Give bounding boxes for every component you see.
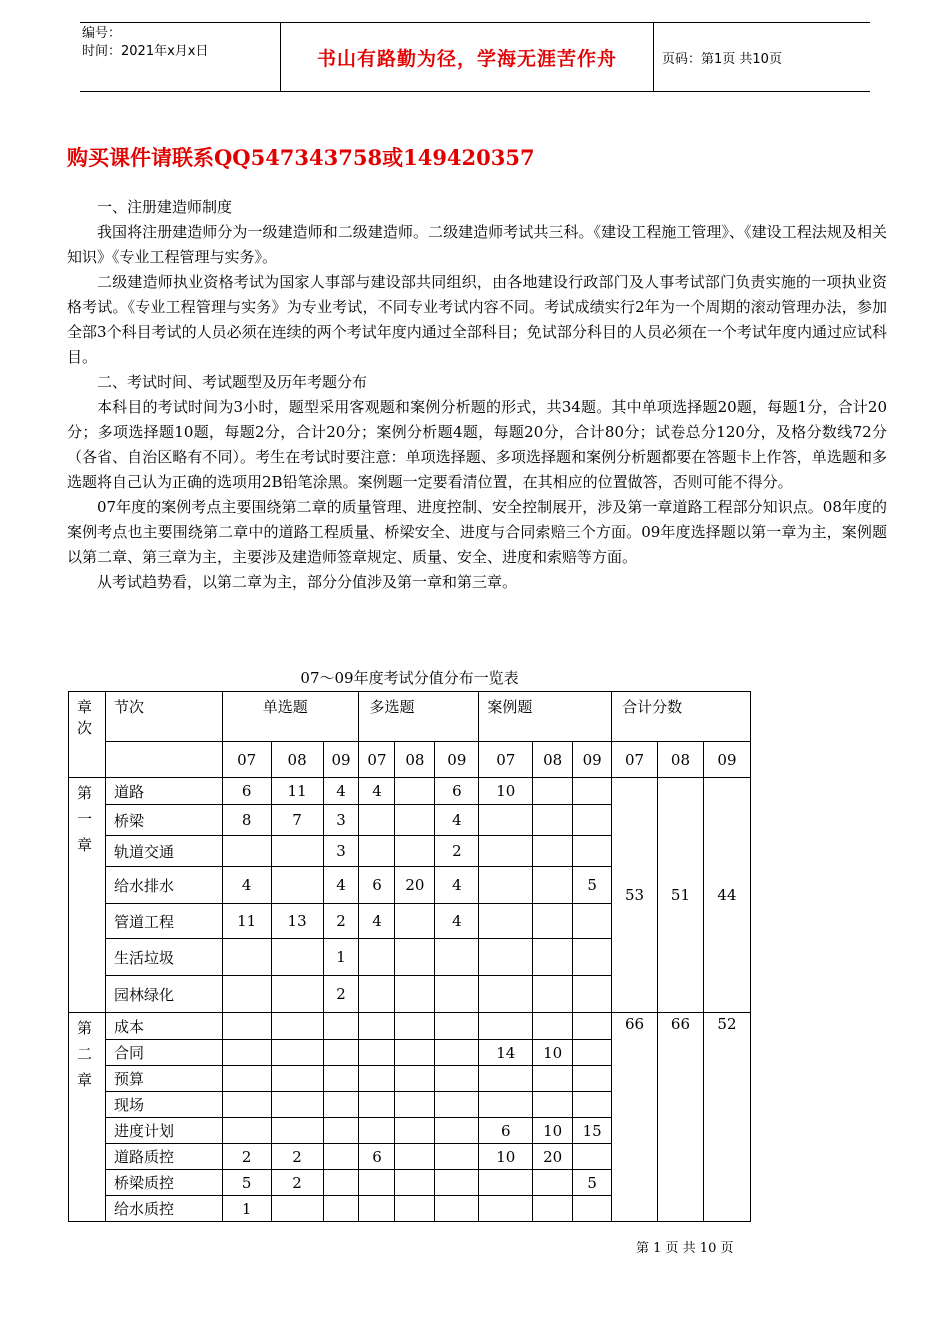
case-score-cell [533,836,573,867]
multi-score-cell [395,976,435,1013]
case-score-cell [533,805,573,836]
paragraph: 二级建造师执业资格考试为国家人事部与建设部共同组织，由各地建设行政部门及人事考试部门负责实施的一项执业资格考试。《专业工程管理与实务》为专业考试，不同专业考试内容不同。考试成绩实行2年为一个周期的滚动管理办法，参加全部3个科目考试的人员必须在连续的两个考试年度内通过全部科目；免试部分科目的人员必须在一个考试年度内通过应试科目。 [67,273,887,366]
single-score-cell [323,1170,359,1196]
header-motto: 书山有路勤为径，学海无涯苦作舟 [280,23,654,91]
paragraph: 07年度的案例考点主要围绕第二章的质量管理、进度控制、安全控制展开，涉及第一章道路工程部分知识点。08年度的案例考点也主要围绕第二章中的道路工程质量、桥梁安全、进度与合同索赔三个方面。09年度选择题以第一章为主，案例题以第二章、第三章为主，主要涉及建造师签章规定、质量、安全、进度和索赔等方面。 [67,498,887,566]
single-score-cell [222,1066,271,1092]
case-score-cell: 15 [573,1118,612,1144]
section-name: 桥梁 [105,805,222,836]
multi-score-cell: 4 [435,867,479,904]
header-single-choice: 单选题 [222,692,359,742]
single-score-cell [222,1118,271,1144]
single-score-cell [323,1066,359,1092]
case-score-cell: 20 [533,1144,573,1170]
multi-score-cell [395,1040,435,1066]
case-score-cell [573,836,612,867]
single-score-cell: 13 [271,904,323,939]
multi-score-cell [435,1118,479,1144]
case-score-cell [479,836,533,867]
case-score-cell [573,1144,612,1170]
section-heading-1: 一、注册建造师制度 [97,198,233,216]
multi-score-cell [395,836,435,867]
single-score-cell [323,1040,359,1066]
case-score-cell [479,1066,533,1092]
single-score-cell [222,939,271,976]
multi-score-cell [435,1092,479,1118]
single-score-cell [271,1066,323,1092]
single-score-cell [323,1013,359,1040]
multi-score-cell: 6 [359,867,395,904]
total-score-cell: 51 [658,778,704,1013]
case-score-cell: 5 [573,867,612,904]
case-score-cell [479,1196,533,1222]
section-name: 现场 [105,1092,222,1118]
single-score-cell [271,1013,323,1040]
header-total-score: 合计分数 [612,692,751,742]
case-score-cell [479,867,533,904]
multi-score-cell [435,1144,479,1170]
year-cell: 08 [533,742,573,778]
case-score-cell: 10 [533,1118,573,1144]
case-score-cell [573,976,612,1013]
year-cell: 07 [359,742,395,778]
multi-score-cell [395,1066,435,1092]
page-footer: 第 1 页 共 10 页 [636,1241,734,1256]
single-score-cell [222,1013,271,1040]
multi-score-cell [395,1196,435,1222]
case-score-cell [479,805,533,836]
single-score-cell: 11 [271,778,323,805]
section-name: 园林绿化 [105,976,222,1013]
header-left [80,23,280,91]
header-multi-choice: 多选题 [359,692,479,742]
page-header [80,22,870,92]
multi-score-cell [359,1013,395,1040]
total-score-cell: 66 [658,1013,704,1222]
header-case-study: 案例题 [479,692,612,742]
case-score-cell [573,1013,612,1040]
section-name: 预算 [105,1066,222,1092]
case-score-cell [573,1066,612,1092]
multi-score-cell [435,1013,479,1040]
case-score-cell [573,1092,612,1118]
multi-score-cell [359,976,395,1013]
single-score-cell: 3 [323,805,359,836]
multi-score-cell [359,1170,395,1196]
single-score-cell [271,1118,323,1144]
year-cell: 08 [271,742,323,778]
paragraph: 我国将注册建造师分为一级建造师和二级建造师。二级建造师考试共三科。《建设工程施工管理》、《建设工程法规及相关知识》《专业工程管理与实务》。 [67,223,887,266]
multi-score-cell: 4 [359,904,395,939]
case-score-cell: 6 [479,1118,533,1144]
multi-score-cell: 2 [435,836,479,867]
table-row [69,1013,751,1040]
case-score-cell [533,1092,573,1118]
case-score-cell: 10 [479,1144,533,1170]
single-score-cell [222,1092,271,1118]
total-score-cell: 53 [612,778,658,1013]
chapter-label: 第一章 [69,778,106,1013]
case-score-cell: 5 [573,1170,612,1196]
single-score-cell: 2 [271,1144,323,1170]
multi-score-cell [395,904,435,939]
header-page-label: 页码：第1页 共10页 [662,51,782,67]
single-score-cell: 4 [323,778,359,805]
multi-score-cell [359,939,395,976]
year-cell: 09 [703,742,750,778]
multi-score-cell [435,1040,479,1066]
single-score-cell: 7 [271,805,323,836]
case-score-cell [573,805,612,836]
multi-score-cell [359,1040,395,1066]
single-score-cell: 1 [323,939,359,976]
multi-score-cell [435,939,479,976]
multi-score-cell [395,1092,435,1118]
year-cell: 09 [323,742,359,778]
single-score-cell [271,1196,323,1222]
single-score-cell: 4 [323,867,359,904]
case-score-cell [479,1013,533,1040]
single-score-cell: 2 [323,976,359,1013]
single-score-cell: 8 [222,805,271,836]
section-name: 道路质控 [105,1144,222,1170]
case-score-cell [573,1196,612,1222]
year-cell: 07 [222,742,271,778]
multi-score-cell [359,1066,395,1092]
year-cell: 09 [435,742,479,778]
single-score-cell: 2 [323,904,359,939]
case-score-cell [479,1092,533,1118]
year-cell: 08 [395,742,435,778]
section-name: 给水质控 [105,1196,222,1222]
single-score-cell: 11 [222,904,271,939]
section-name: 生活垃圾 [105,939,222,976]
case-score-cell [573,939,612,976]
multi-score-cell [359,836,395,867]
doc-time-label: 时间：2021年x月x日 [82,44,209,59]
doc-number-label: 编号： [82,26,122,41]
multi-score-cell [435,1170,479,1196]
case-score-cell [479,939,533,976]
case-score-cell [533,976,573,1013]
empty-cell [105,742,222,778]
chapter-label: 第二章 [69,1013,106,1222]
single-score-cell [271,1040,323,1066]
multi-score-cell [395,1013,435,1040]
single-score-cell: 3 [323,836,359,867]
total-score-cell: 44 [703,778,750,1013]
header-chapter: 章次 [69,692,106,778]
multi-score-cell [359,1118,395,1144]
case-score-cell [479,1170,533,1196]
case-score-cell [479,904,533,939]
single-score-cell [323,1196,359,1222]
single-score-cell: 6 [222,778,271,805]
case-score-cell: 10 [479,778,533,805]
multi-score-cell: 20 [395,867,435,904]
single-score-cell: 2 [271,1170,323,1196]
single-score-cell [271,836,323,867]
multi-score-cell [395,1144,435,1170]
year-cell: 08 [658,742,704,778]
case-score-cell [573,778,612,805]
case-score-cell [533,778,573,805]
section-name: 成本 [105,1013,222,1040]
year-cell: 07 [612,742,658,778]
single-score-cell [323,1118,359,1144]
section-name: 给水排水 [105,867,222,904]
section-name: 管道工程 [105,904,222,939]
single-score-cell [222,836,271,867]
single-score-cell [271,976,323,1013]
single-score-cell [222,976,271,1013]
section-name: 轨道交通 [105,836,222,867]
multi-score-cell: 4 [359,778,395,805]
table-header-row [69,692,751,742]
multi-score-cell [435,976,479,1013]
single-score-cell [271,1092,323,1118]
case-score-cell [573,904,612,939]
multi-score-cell: 4 [435,805,479,836]
single-score-cell [323,1144,359,1170]
multi-score-cell [395,1170,435,1196]
header-section: 节次 [105,692,222,742]
case-score-cell [533,1066,573,1092]
multi-score-cell: 6 [435,778,479,805]
case-score-cell [533,1013,573,1040]
year-cell: 07 [479,742,533,778]
body-text [67,195,887,595]
case-score-cell [533,939,573,976]
paragraph: 本科目的考试时间为3小时，题型采用客观题和案例分析题的形式，共34题。其中单项选择题20题，每题1分，合计20分；多项选择题10题，每题2分，合计20分；案例分析题4题，每题20分，合计80分；试卷总分120分，及格分数线72分（各省、自治区略有不同）。考生在考试时要注意：单项选择题、多项选择题和案例分析题都要在答题卡上作答，单选题和多选题将自己认为正确的选项用2B铅笔涂黑。案例题一定要看清位置，在其相应的位置做答，否则可能不得分。 [67,398,887,491]
case-score-cell [533,867,573,904]
year-cell: 09 [573,742,612,778]
promo-contact-line: 购买课件请联系QQ547343758或149420357 [67,145,535,170]
total-score-cell: 52 [703,1013,750,1222]
multi-score-cell [435,1196,479,1222]
case-score-cell [533,1196,573,1222]
total-score-cell: 66 [612,1013,658,1222]
case-score-cell: 14 [479,1040,533,1066]
multi-score-cell [435,1066,479,1092]
case-score-cell: 10 [533,1040,573,1066]
table-row [69,778,751,805]
score-distribution-table [68,691,751,1222]
multi-score-cell [395,1118,435,1144]
paragraph: 从考试趋势看，以第二章为主，部分分值涉及第一章和第三章。 [97,573,518,591]
section-name: 合同 [105,1040,222,1066]
multi-score-cell: 4 [435,904,479,939]
case-score-cell [573,1040,612,1066]
case-score-cell [479,976,533,1013]
single-score-cell: 1 [222,1196,271,1222]
single-score-cell: 4 [222,867,271,904]
multi-score-cell [359,1196,395,1222]
multi-score-cell [395,805,435,836]
section-name: 桥梁质控 [105,1170,222,1196]
multi-score-cell [359,1092,395,1118]
table-year-row [69,742,751,778]
single-score-cell: 2 [222,1144,271,1170]
single-score-cell [271,939,323,976]
single-score-cell [222,1040,271,1066]
case-score-cell [533,1170,573,1196]
multi-score-cell [395,939,435,976]
single-score-cell [323,1092,359,1118]
case-score-cell [533,904,573,939]
section-heading-2: 二、考试时间、考试题型及历年考题分布 [97,373,368,391]
single-score-cell [271,867,323,904]
section-name: 进度计划 [105,1118,222,1144]
multi-score-cell [359,805,395,836]
multi-score-cell [395,778,435,805]
multi-score-cell: 6 [359,1144,395,1170]
table-title: 07～09年度考试分值分布一览表 [300,669,519,687]
single-score-cell: 5 [222,1170,271,1196]
section-name: 道路 [105,778,222,805]
